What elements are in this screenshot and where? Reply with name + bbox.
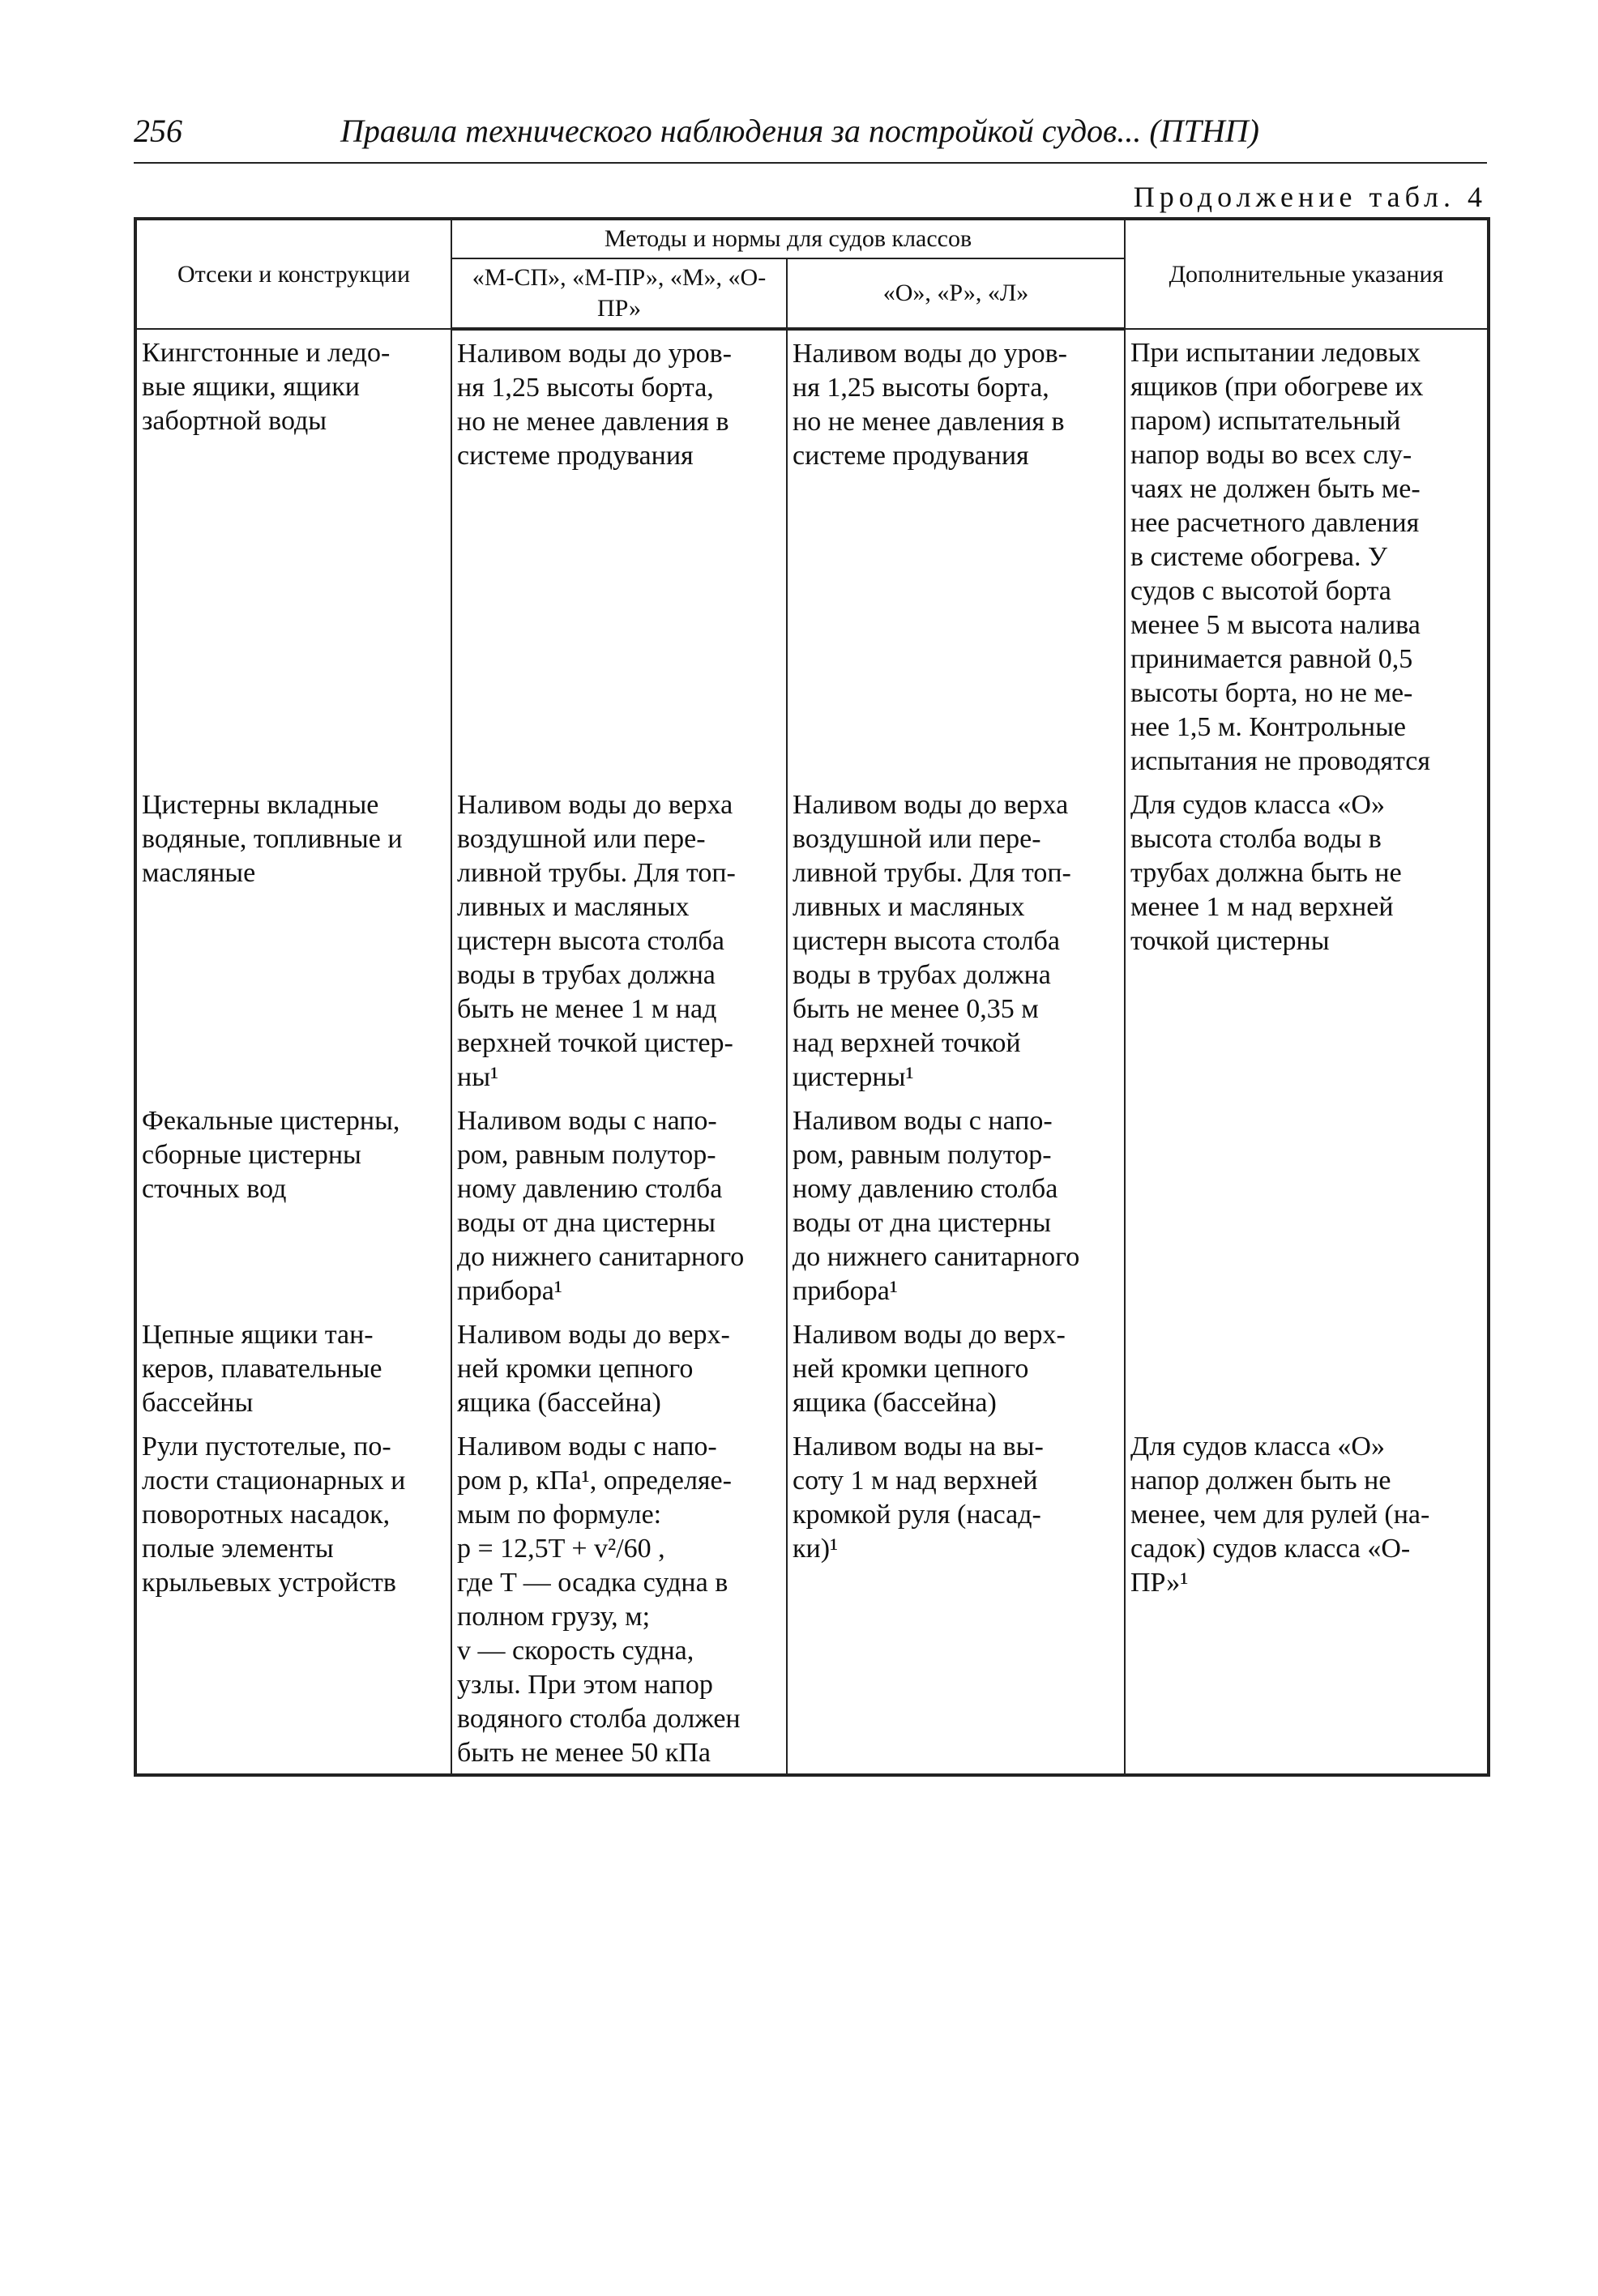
- cell-methods-msp: Наливом воды до верх- ней кромки цепного ящика (бассейна): [451, 1312, 787, 1423]
- cell-methods-msp: Наливом воды с напо- ром p, кПа¹, определяе- мым по формуле: p = 12,5T + v²/60 , где T — осадка судна в полном грузу, м; v — скорость судна, узлы. При этом напор водяного столба должен быть не менее 50 кПа: [451, 1423, 787, 1775]
- header-compartments: Отсеки и конструкции: [135, 219, 451, 329]
- cell-notes: [1125, 1098, 1489, 1312]
- cell-compartment: Кингстонные и ледо- вые ящики, ящики забортной воды: [135, 329, 451, 782]
- running-head-title: Правила технического наблюдения за постройкой судов... (ПТНП): [340, 113, 1259, 149]
- cell-notes: При испытании ледовых ящиков (при обогреве их паром) испытательный напор воды во всех слу- чаях не должен быть ме- нее расчетного давления в системе обогрева. У судов с высотой борта менее 5 м высота налива принимается равной 0,5 высоты борта, но не ме- нее 1,5 м. Контрольные испытания не проводятся: [1125, 329, 1489, 782]
- header-class-msp: «М-СП», «М-ПР», «М», «О-ПР»: [451, 258, 787, 329]
- cell-compartment: Фекальные цистерны, сборные цистерны сточных вод: [135, 1098, 451, 1312]
- table-row: [135, 1423, 1489, 1775]
- cell-methods-msp: Наливом воды с напо- ром, равным полутор- ному давлению столба воды от дна цистерны до нижнего санитарного прибора¹: [451, 1098, 787, 1312]
- cell-methods-orl: Наливом воды до верха воздушной или пере- ливной трубы. Для топ- ливных и масляных цистерн высота столба воды в трубах должна быть не менее 0,35 м над верхней точкой цистерны¹: [787, 782, 1125, 1098]
- cell-methods-orl: Наливом воды с напо- ром, равным полутор- ному давлению столба воды от дна цистерны до нижнего санитарного прибора¹: [787, 1098, 1125, 1312]
- page-number: 256: [134, 113, 182, 149]
- cell-notes: Для судов класса «О» высота столба воды в трубах должна быть не менее 1 м над верхней точкой цистерны: [1125, 782, 1489, 1098]
- header-additional-notes: Дополнительные указания: [1125, 219, 1489, 329]
- cell-notes: Для судов класса «О» напор должен быть не менее, чем для рулей (на- садок) судов класса «О- ПР»¹: [1125, 1423, 1489, 1775]
- table-row: [135, 329, 1489, 782]
- table-row: [135, 1098, 1489, 1312]
- cell-notes: [1125, 1312, 1489, 1423]
- cell-methods-orl: Наливом воды до верх- ней кромки цепного ящика (бассейна): [787, 1312, 1125, 1423]
- cell-compartment: Цепные ящики тан- керов, плавательные бассейны: [135, 1312, 451, 1423]
- table-header-row: [135, 219, 1489, 258]
- cell-methods-orl: Наливом воды до уров- ня 1,25 высоты борта, но не менее давления в системе продувания: [787, 329, 1125, 782]
- cell-methods-msp: Наливом воды до верха воздушной или пере- ливной трубы. Для топ- ливных и масляных цистерн высота столба воды в трубах должна быть не менее 1 м над верхней точкой цистер- ны¹: [451, 782, 787, 1098]
- test-methods-table: [134, 217, 1490, 1777]
- cell-compartment: Рули пустотелые, по- лости стационарных и поворотных насадок, полые элементы крыльевых устройств: [135, 1423, 451, 1775]
- running-head: [134, 112, 1487, 164]
- cell-methods-msp: Наливом воды до уров- ня 1,25 высоты борта, но не менее давления в системе продувания: [451, 329, 787, 782]
- header-class-orl: «О», «Р», «Л»: [787, 258, 1125, 329]
- table-continuation-label: Продолжение табл. 4: [1133, 181, 1487, 213]
- table-row: [135, 782, 1489, 1098]
- cell-compartment: Цистерны вкладные водяные, топливные и масляные: [135, 782, 451, 1098]
- header-methods-group: Методы и нормы для судов классов: [451, 219, 1125, 258]
- cell-methods-orl: Наливом воды на вы- соту 1 м над верхней кромкой руля (насад- ки)¹: [787, 1423, 1125, 1775]
- table-row: [135, 1312, 1489, 1423]
